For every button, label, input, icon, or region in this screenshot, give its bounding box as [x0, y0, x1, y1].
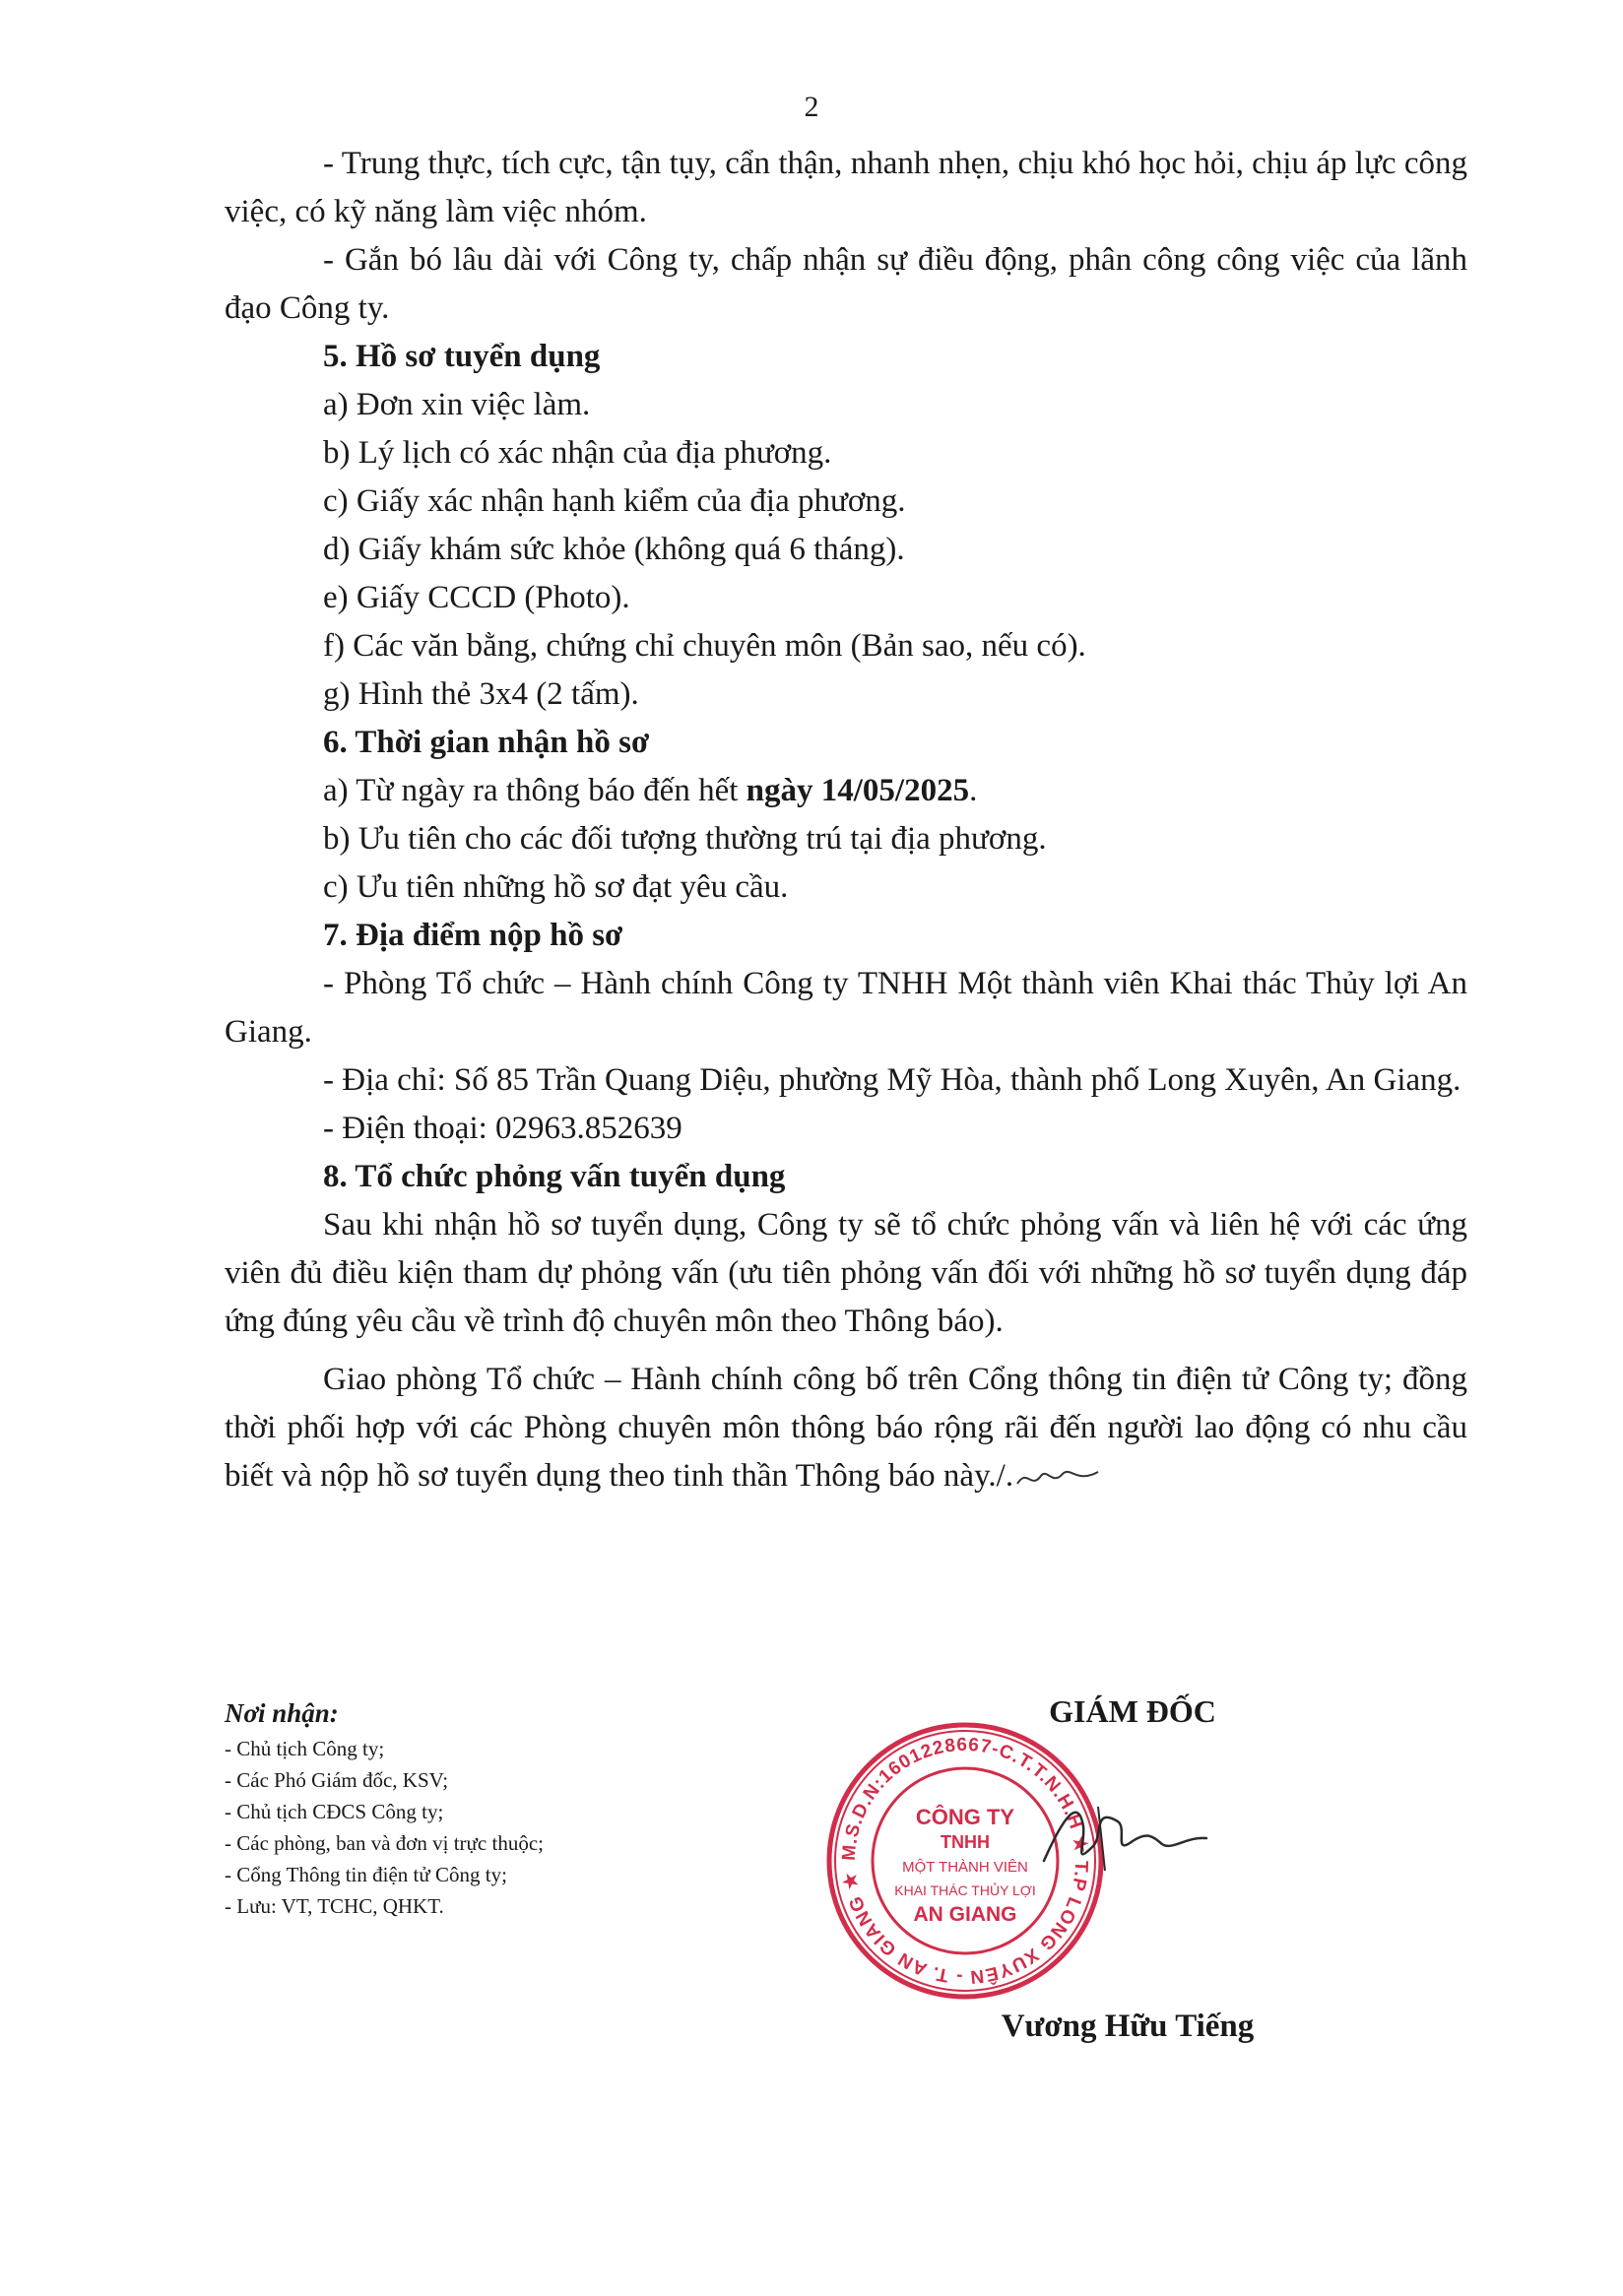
office-line: - Phòng Tổ chức – Hành chính Công ty TNHH Một thành viên Khai thác Thủy lợi An Giang.	[225, 966, 1467, 1050]
recipient-item: - Lưu: VT, TCHC, QHKT.	[225, 1894, 444, 1918]
list-item: g) Hình thẻ 3x4 (2 tấm).	[323, 676, 639, 712]
section-8-heading: 8. Tổ chức phỏng vấn tuyển dụng	[323, 1159, 786, 1194]
address-line: - Địa chỉ: Số 85 Trần Quang Diệu, phường Mỹ Hòa, thành phố Long Xuyên, An Giang.	[323, 1062, 1461, 1098]
seal-line: AN GIANG	[913, 1903, 1017, 1926]
closing-paragraph	[225, 1356, 1467, 1500]
section-5-heading: 5. Hồ sơ tuyển dụng	[323, 339, 601, 374]
recipient-item: - Chủ tịch Công ty;	[225, 1737, 385, 1760]
list-item: c) Ưu tiên những hồ sơ đạt yêu cầu.	[323, 869, 789, 905]
paragraph-commitment: - Gắn bó lâu dài với Công ty, chấp nhận sự điều động, phân công công việc của lãnh đạo Công ty.	[225, 242, 1467, 326]
list-item: b) Ưu tiên cho các đối tượng thường trú tại địa phương.	[323, 821, 1047, 857]
deadline-date: ngày 14/05/2025	[746, 773, 970, 808]
initials-mark	[1013, 1460, 1102, 1492]
page-number: 2	[804, 91, 819, 123]
list-item: a) Đơn xin việc làm.	[323, 387, 591, 422]
list-item: f) Các văn bằng, chứng chỉ chuyên môn (Bản sao, nếu có).	[323, 628, 1086, 664]
deadline-suffix: .	[969, 773, 978, 808]
section-6-heading: 6. Thời gian nhận hồ sơ	[323, 725, 650, 760]
recipient-item: - Các phòng, ban và đơn vị trực thuộc;	[225, 1831, 544, 1855]
seal-line: MỘT THÀNH VIÊN	[902, 1859, 1028, 1876]
deadline-prefix: a) Từ ngày ra thông báo đến hết	[323, 773, 747, 808]
closing-text: Giao phòng Tổ chức – Hành chính công bố trên Cổng thông tin điện tử Công ty; đồng thời phối hợp với các Phòng chuyên môn thông báo rộng rãi đến người lao động có nhu cầu biết và nộp hồ sơ tuyển dụng theo tinh thần Thông báo này./.	[225, 1362, 1467, 1494]
list-item: d) Giấy khám sức khỏe (không quá 6 tháng).	[323, 532, 905, 567]
signature-title: GIÁM ĐỐC	[1049, 1693, 1216, 1729]
recipients-heading: Nơi nhận:	[225, 1698, 339, 1728]
recipients-list	[225, 1733, 544, 1922]
recipient-item: - Chủ tịch CĐCS Công ty;	[225, 1800, 444, 1823]
seal-line: TNHH	[941, 1832, 990, 1852]
document-body	[225, 140, 1467, 1500]
paragraph-qualities: - Trung thực, tích cực, tận tụy, cẩn thận, nhanh nhẹn, chịu khó học hỏi, chịu áp lực công việc, có kỹ năng làm việc nhóm.	[225, 146, 1467, 229]
phone-line: - Điện thoại: 02963.852639	[323, 1111, 682, 1146]
list-item: c) Giấy xác nhận hạnh kiểm của địa phương.	[323, 483, 906, 519]
recipients-block	[225, 1693, 544, 1922]
recipient-item: - Các Phó Giám đốc, KSV;	[225, 1768, 449, 1792]
seal-outer-text: M.S.D.N:1601228667-C.T.T.N.H.H ★ T.P LONG XUYÊN - T. AN GIANG ★	[838, 1734, 1092, 1988]
recipient-item: - Cổng Thông tin điện tử Công ty;	[225, 1863, 507, 1886]
seal-line: CÔNG TY	[915, 1805, 1015, 1829]
list-item: e) Giấy CCCD (Photo).	[323, 580, 630, 615]
list-item	[225, 767, 1467, 815]
interview-paragraph: Sau khi nhận hồ sơ tuyển dụng, Công ty sẽ tổ chức phỏng vấn và liên hệ với các ứng viên đủ điều kiện tham dự phỏng vấn (ưu tiên phỏng vấn đối với những hồ sơ tuyển dụng đáp ứng đúng yêu cầu về trình độ chuyên môn theo Thông báo).	[225, 1207, 1467, 1339]
handwritten-signature	[1024, 1787, 1211, 1895]
seal-line: KHAI THÁC THỦY LỢI	[894, 1882, 1036, 1898]
list-item: b) Lý lịch có xác nhận của địa phương.	[323, 435, 832, 471]
signatory-name: Vương Hữu Tiếng	[1001, 2009, 1255, 2044]
section-7-heading: 7. Địa điểm nộp hồ sơ	[323, 918, 623, 953]
